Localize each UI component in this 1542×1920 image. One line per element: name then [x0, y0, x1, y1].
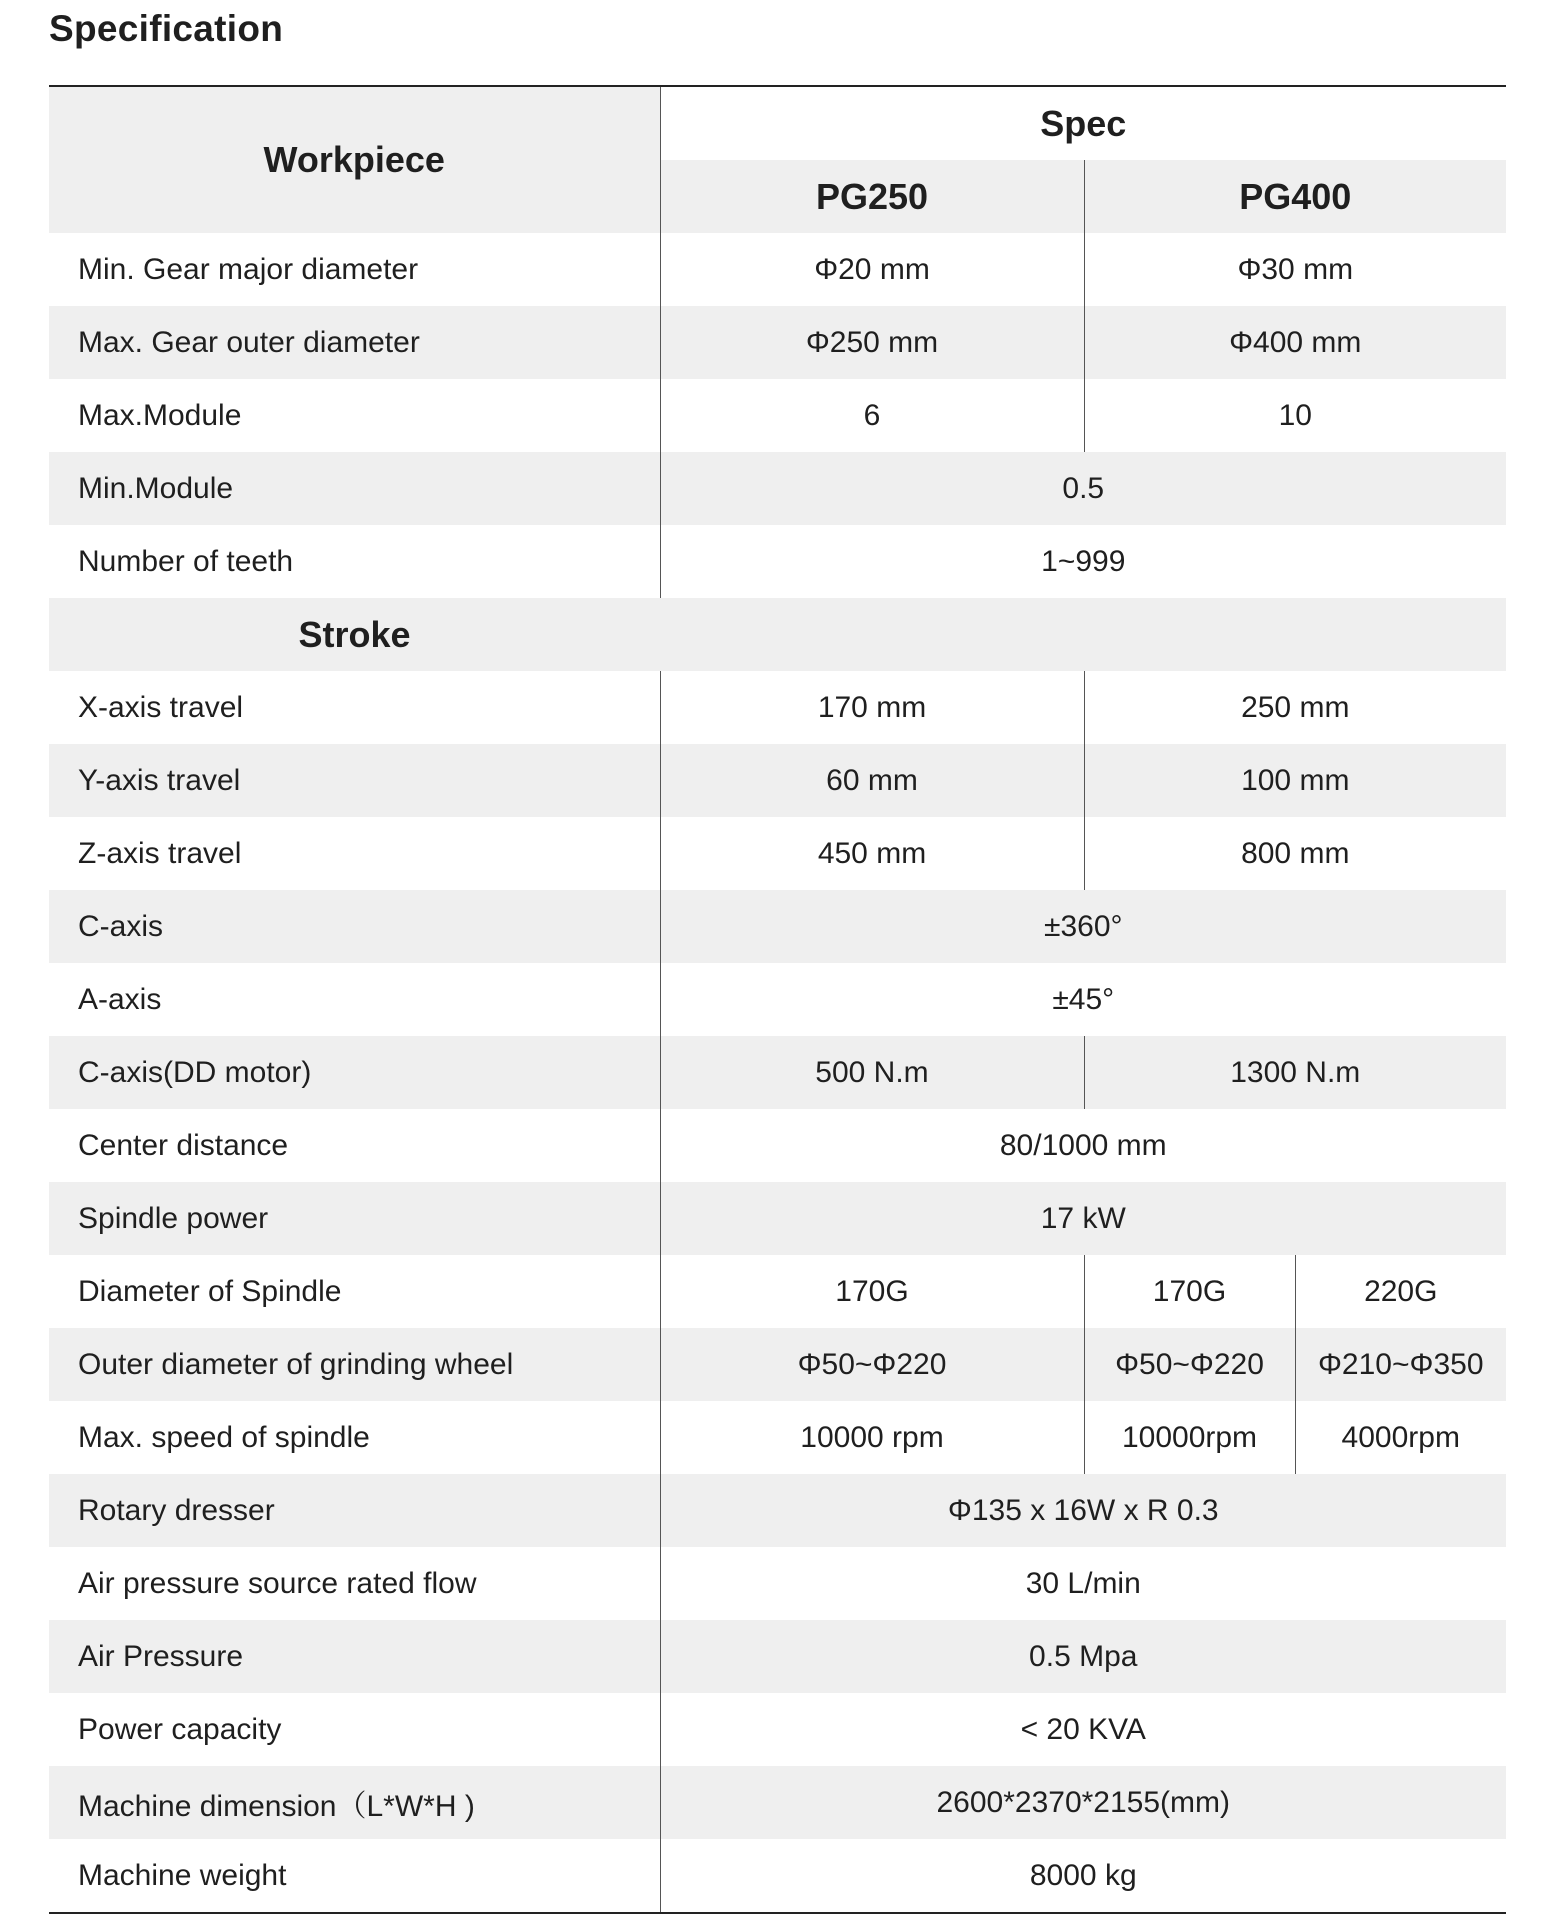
table-row [49, 1255, 1506, 1328]
table-row [49, 452, 1506, 525]
pg250-value: 500 N.m [660, 1036, 1084, 1109]
shared-value: 17 kW [660, 1182, 1506, 1255]
shared-value: 8000 kg [1029, 1858, 1137, 1892]
table-row [49, 1693, 1506, 1766]
table-row [49, 817, 1506, 890]
section-title-stroke: Stroke [49, 598, 660, 671]
row-label: Air Pressure [49, 1620, 660, 1693]
table-row [49, 379, 1506, 452]
table-row [49, 233, 1506, 306]
row-label: A-axis [49, 963, 660, 1036]
pg400-value: 250 mm [1241, 690, 1350, 724]
table-row [49, 1328, 1506, 1401]
shared-value: 80/1000 mm [999, 1128, 1167, 1162]
pg250-value: 450 mm [660, 817, 1084, 890]
pg400-value: 10 [1278, 398, 1312, 432]
pg250-value: 60 mm [660, 744, 1084, 817]
pg250-value: 6 [660, 379, 1084, 452]
header-model-pg250: PG250 [660, 160, 1084, 233]
table-row [49, 1036, 1506, 1109]
pg400-value-a: Φ50~Φ220 [1084, 1328, 1295, 1401]
row-label: Number of teeth [49, 525, 660, 598]
pg400-value-a: 10000rpm [1084, 1401, 1295, 1474]
page-title: Specification [49, 8, 284, 49]
shared-value: Φ135 x 16W x R 0.3 [660, 1474, 1506, 1547]
pg250-value: 170G [660, 1255, 1084, 1328]
row-label: Center distance [49, 1109, 660, 1182]
pg250-value: 170 mm [660, 671, 1084, 744]
table-row [49, 1182, 1506, 1255]
table-row [49, 1839, 1506, 1913]
shared-value: 30 L/min [1025, 1566, 1141, 1600]
table-row [49, 525, 1506, 598]
row-label: Max. Gear outer diameter [49, 306, 660, 379]
pg400-value-b: 220G [1364, 1274, 1438, 1308]
table-row [49, 744, 1506, 817]
row-label: Y-axis travel [49, 744, 660, 817]
row-label: C-axis [49, 890, 660, 963]
pg400-value: Φ30 mm [1237, 252, 1354, 286]
header-model-pg400: PG400 [1084, 160, 1506, 233]
table-row [49, 1474, 1506, 1547]
shared-value: 2600*2370*2155(mm) [660, 1766, 1506, 1839]
pg250-value: Φ250 mm [660, 306, 1084, 379]
header-row-spec [49, 86, 1506, 160]
table-row [49, 671, 1506, 744]
row-label: Machine dimension（L*W*H ) [49, 1766, 660, 1839]
pg400-value: 100 mm [1084, 744, 1506, 817]
row-label: Min.Module [49, 452, 660, 525]
section-row-stroke [49, 598, 1506, 671]
row-label: X-axis travel [49, 671, 660, 744]
specification-table [49, 85, 1506, 1914]
table-row [49, 963, 1506, 1036]
row-label: Power capacity [49, 1693, 660, 1766]
table-row [49, 1547, 1506, 1620]
pg250-value: Φ50~Φ220 [660, 1328, 1084, 1401]
shared-value: 1~999 [1041, 544, 1126, 578]
row-label: Max.Module [49, 379, 660, 452]
row-label: C-axis(DD motor) [49, 1036, 660, 1109]
shared-value: 0.5 [660, 452, 1506, 525]
row-label: Max. speed of spindle [49, 1401, 660, 1474]
shared-value: 0.5 Mpa [660, 1620, 1506, 1693]
pg250-value: Φ20 mm [660, 233, 1084, 306]
pg400-value: Φ400 mm [1084, 306, 1506, 379]
row-label: Outer diameter of grinding wheel [49, 1328, 660, 1401]
shared-value: ±45° [1052, 982, 1115, 1016]
pg400-value: 800 mm [1241, 836, 1350, 870]
row-label: Air pressure source rated flow [49, 1547, 660, 1620]
pg400-value-b: 4000rpm [1341, 1420, 1460, 1454]
row-label: Machine weight [49, 1839, 660, 1913]
shared-value: < 20 KVA [1020, 1712, 1146, 1746]
row-label: Min. Gear major diameter [49, 233, 660, 306]
table-row [49, 1109, 1506, 1182]
pg250-value: 10000 rpm [660, 1401, 1084, 1474]
row-label: Z-axis travel [49, 817, 660, 890]
pg400-value-a: 170G [1084, 1255, 1295, 1328]
shared-value: ±360° [660, 890, 1506, 963]
table-row [49, 1401, 1506, 1474]
row-label: Rotary dresser [49, 1474, 660, 1547]
table-row [49, 1766, 1506, 1839]
pg400-value-b: Φ210~Φ350 [1295, 1328, 1506, 1401]
header-workpiece: Workpiece [49, 86, 660, 233]
table-row [49, 306, 1506, 379]
table-row [49, 890, 1506, 963]
header-spec: Spec [660, 86, 1506, 160]
pg400-value: 1300 N.m [1084, 1036, 1506, 1109]
table-row [49, 1620, 1506, 1693]
row-label: Spindle power [49, 1182, 660, 1255]
row-label: Diameter of Spindle [49, 1255, 660, 1328]
